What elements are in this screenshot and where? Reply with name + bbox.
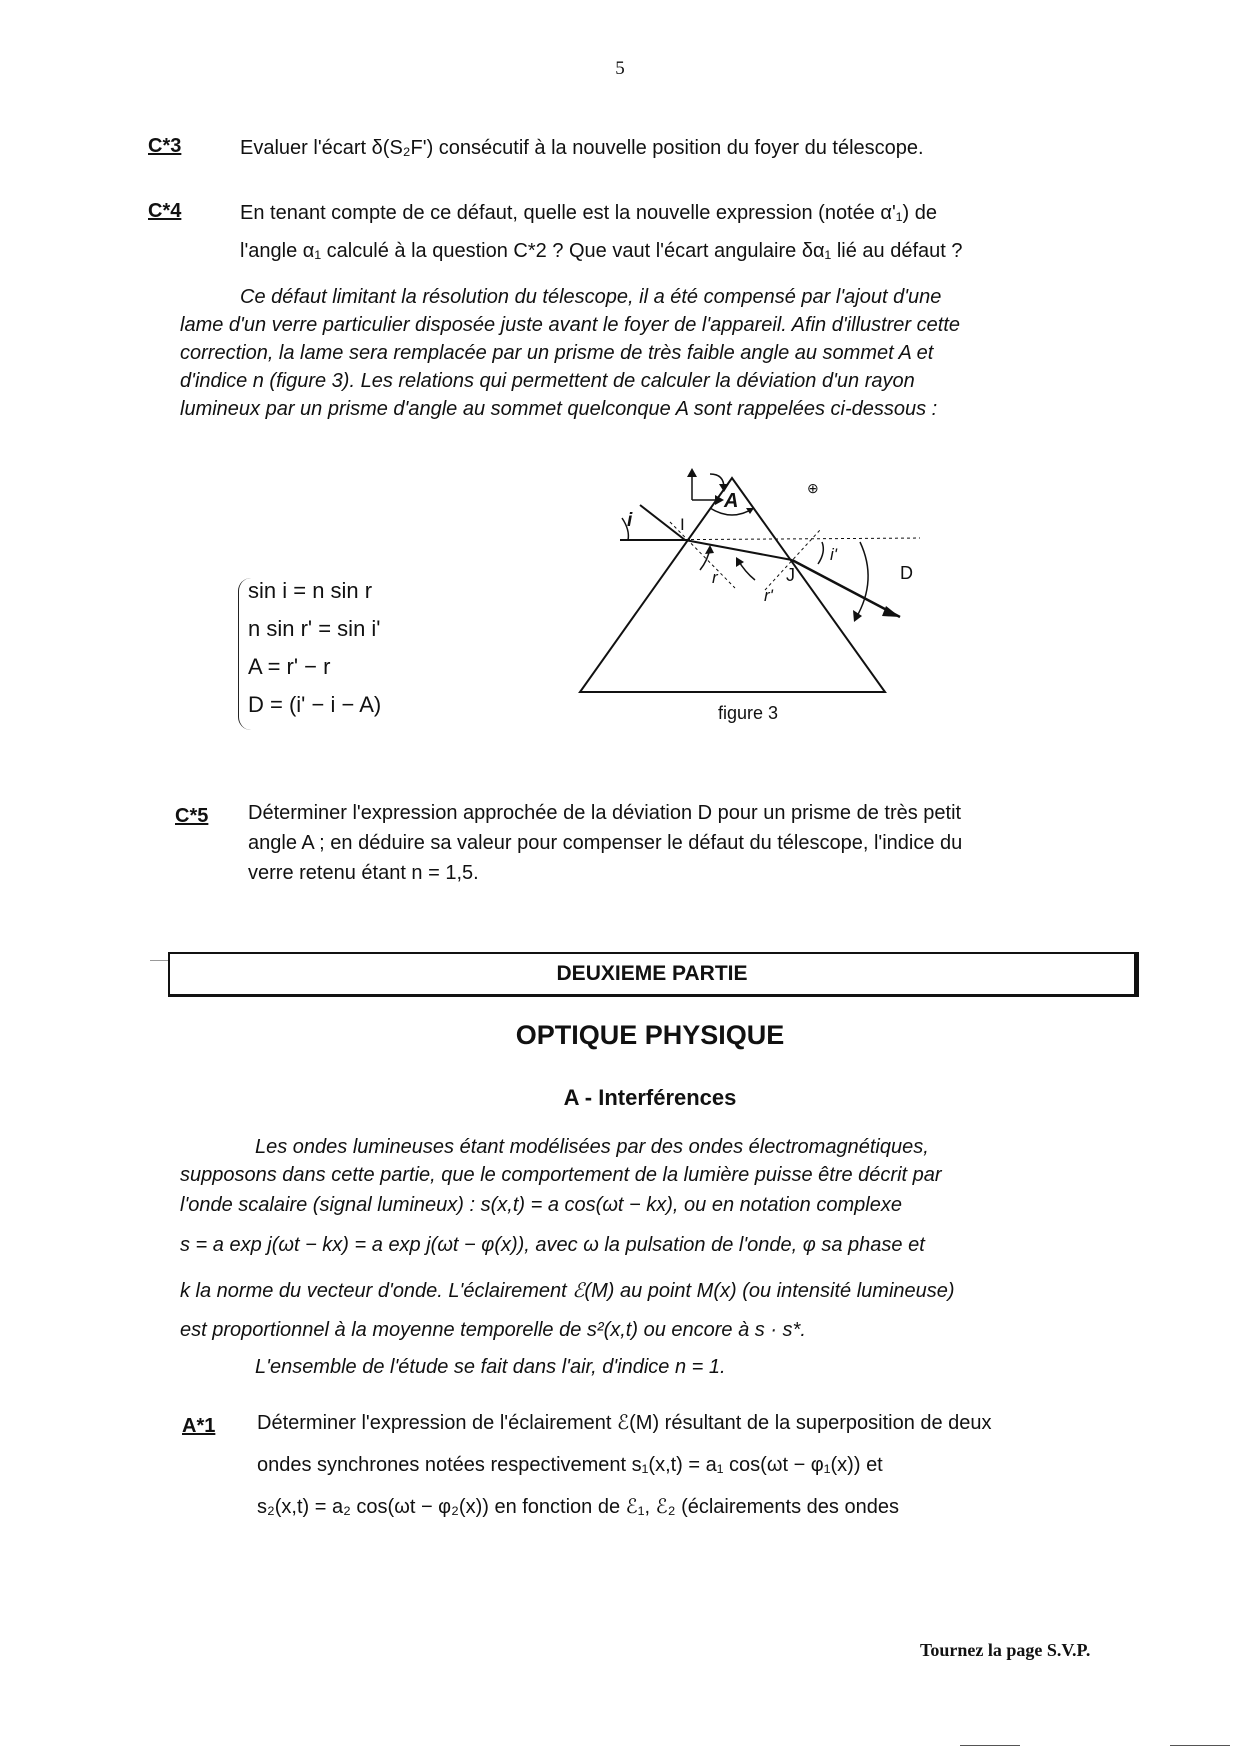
intro-paragraph-line6: est proportionnel à la moyenne temporelle de s²(x,t) ou encore à s · s*.	[180, 1319, 806, 1341]
equation-4: D = (i' − i − A)	[248, 692, 382, 717]
section-title: OPTIQUE PHYSIQUE	[515, 1020, 785, 1050]
part-header-box	[168, 952, 1139, 997]
label-angle-r: r	[712, 568, 718, 587]
question-text-c5-line2: angle A ; en déduire sa valeur pour compenser le défaut du télescope, l'indice du	[248, 832, 963, 854]
intro-paragraph-line4: s = a exp j(ωt − kx) = a exp j(ωt − φ(x)), avec ω la pulsation de l'onde, φ sa phase et	[180, 1234, 925, 1256]
label-point-I: I	[680, 515, 685, 534]
incident-ray	[640, 505, 685, 540]
question-label-a1: A*1	[182, 1415, 216, 1437]
bottom-rule-right	[1170, 1745, 1230, 1746]
intro-paragraph-line5: k la norme du vecteur d'onde. L'éclairement ℰ(M) au point M(x) (ou intensité lumineuse)	[180, 1280, 955, 1302]
question-text-a1-line3: s₂(x,t) = a₂ cos(ωt − φ₂(x)) en fonction de ℰ₁, ℰ₂ (éclairements des ondes	[257, 1496, 899, 1518]
label-angle-i: i	[627, 510, 633, 531]
question-text-c4-line2: l'angle α₁ calculé à la question C*2 ? Que vaut l'écart angulaire δα₁ lié au défaut ?	[240, 240, 963, 262]
intro-paragraph-line1: Les ondes lumineuses étant modélisées par des ondes électromagnétiques,	[255, 1136, 929, 1158]
part-title: DEUXIEME PARTIE	[556, 962, 748, 985]
intro-paragraph-line3: l'onde scalaire (signal lumineux) : s(x,t) = a cos(ωt − kx), ou en notation complexe	[180, 1194, 902, 1216]
question-text-c5-line3: verre retenu étant n = 1,5.	[248, 862, 479, 884]
deviation-arc	[856, 542, 868, 618]
bottom-rule-left	[960, 1745, 1020, 1746]
question-text-c3: Evaluer l'écart δ(S₂F') consécutif à la nouvelle position du foyer du télescope.	[240, 137, 924, 159]
page-footer: Tournez la page S.V.P.	[920, 1640, 1091, 1660]
italic-paragraph-line1: Ce défaut limitant la résolution du télescope, il a été compensé par l'ajout d'une	[240, 286, 942, 308]
equation-3: A = r' − r	[248, 654, 331, 679]
label-orientation-plus: ⊕	[807, 480, 819, 496]
prism-figure	[560, 460, 920, 720]
label-angle-r-prime: r'	[764, 586, 773, 605]
part-box-left-rule	[150, 960, 168, 961]
italic-paragraph-line3: correction, la lame sera remplacée par un prisme de très faible angle au sommet A et	[180, 342, 934, 364]
equation-2: n sin r' = sin i'	[248, 616, 381, 641]
emergent-ray	[792, 560, 900, 617]
question-label-c3: C*3	[148, 135, 182, 157]
label-deviation-D: D	[900, 563, 913, 583]
label-angle-i-prime: i'	[830, 545, 838, 564]
question-text-a1-line2: ondes synchrones notées respectivement s₁(x,t) = a₁ cos(ωt − φ₁(x)) et	[257, 1454, 883, 1476]
question-label-c5: C*5	[175, 805, 209, 827]
subsection-title: A - Interférences	[563, 1085, 737, 1110]
intro-paragraph-line2: supposons dans cette partie, que le comportement de la lumière puisse être décrit par	[180, 1164, 942, 1186]
angle-i-prime-arc	[818, 542, 823, 564]
page-number: 5	[615, 58, 625, 79]
question-text-c5-line1: Déterminer l'expression approchée de la déviation D pour un prisme de très petit	[248, 802, 962, 824]
figure-caption: figure 3	[718, 703, 779, 723]
equation-1: sin i = n sin r	[248, 578, 373, 603]
question-label-c4: C*4	[148, 200, 182, 222]
italic-paragraph-line2: lame d'un verre particulier disposée juste avant le foyer de l'appareil. Afin d'illustrer cette	[180, 314, 960, 336]
italic-paragraph-line4: d'indice n (figure 3). Les relations qui permettent de calculer la déviation d'un rayon	[180, 370, 915, 392]
air-line: L'ensemble de l'étude se fait dans l'air, d'indice n = 1.	[255, 1356, 726, 1378]
internal-ray	[685, 540, 792, 560]
label-point-J: J	[786, 565, 795, 585]
label-apex-A: A	[724, 490, 739, 512]
question-text-a1-line1: Déterminer l'expression de l'éclairement ℰ(M) résultant de la superposition de deux	[257, 1412, 992, 1434]
italic-paragraph-line5: lumineux par un prisme d'angle au sommet quelconque A sont rappelées ci-dessous :	[180, 398, 938, 420]
question-text-c4-line1: En tenant compte de ce défaut, quelle est la nouvelle expression (notée α'₁) de	[240, 202, 938, 224]
